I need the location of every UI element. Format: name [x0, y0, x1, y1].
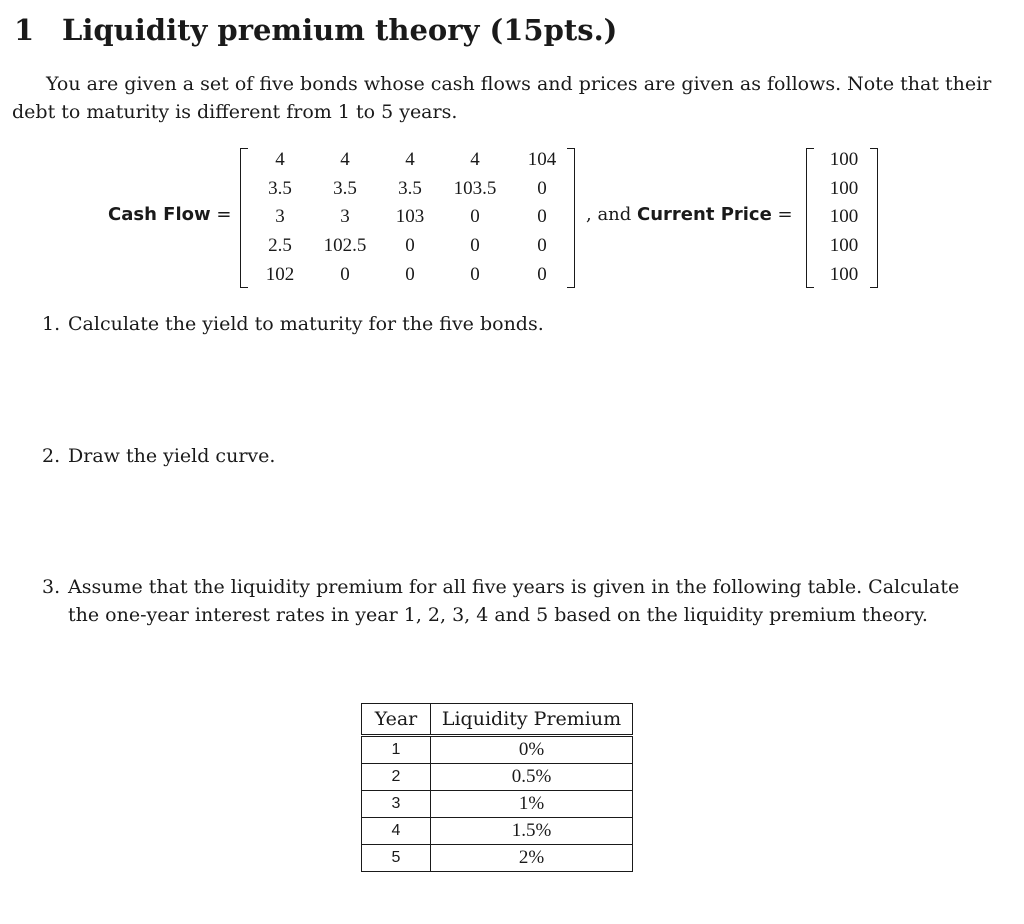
section-title: Liquidity premium theory (15pts.) [62, 13, 618, 47]
matrix-cell: 0 [405, 235, 415, 257]
section-heading [14, 12, 617, 48]
question-text: Assume that the liquidity premium for all five years is given in the following table. Calculate the one-year interest rates in year 1, 2, 3, 4 and 5 based on the liquidity premium theory. [68, 576, 960, 626]
vector-row [818, 260, 870, 289]
matrix-cell: 0 [470, 235, 480, 257]
matrix-row [247, 175, 577, 204]
connector-text: , and [586, 204, 638, 225]
question-number: 3. [42, 576, 61, 598]
intro-paragraph: You are given a set of five bonds whose cash flows and prices are given as follows. Note that their debt to maturity is different from 1 to 5 years. [12, 73, 992, 123]
matrix-row [247, 146, 577, 175]
matrix-cell: 102.5 [323, 235, 367, 257]
question-text: Draw the yield curve. [68, 445, 276, 467]
matrix-cell: 0 [470, 263, 480, 285]
premium-cell: 1.5% [431, 818, 633, 845]
matrix-cell: 0 [537, 177, 547, 199]
current-price-label [586, 202, 793, 228]
price-vector [818, 146, 870, 289]
matrix-cell: 103 [395, 206, 425, 228]
matrix-cell: 0 [537, 206, 547, 228]
premium-cell: 2% [431, 845, 633, 872]
matrix-cell: 4 [340, 149, 350, 171]
bond-equation [0, 146, 1024, 292]
matrix-cell: 0 [537, 263, 547, 285]
vector-row [818, 146, 870, 175]
matrix-cell: 0 [470, 206, 480, 228]
matrix-cell: 3.5 [268, 177, 292, 199]
price-right-bracket [870, 148, 878, 288]
matrix-cell: 3.5 [333, 177, 357, 199]
vector-cell: 100 [829, 235, 859, 257]
question-3 [42, 573, 992, 629]
matrix-cell: 3 [275, 206, 285, 228]
matrix-cell: 0 [537, 235, 547, 257]
vector-cell: 100 [829, 177, 859, 199]
premium-cell: 0.5% [431, 764, 633, 791]
cash-flow-right-bracket [567, 148, 575, 288]
year-cell: 3 [362, 791, 431, 818]
question-number: 2. [42, 445, 61, 467]
vector-row [818, 232, 870, 261]
year-cell: 2 [362, 764, 431, 791]
cash-flow-label [108, 202, 231, 228]
cash-flow-label-text: Cash Flow [108, 204, 211, 225]
header-year: Year [362, 704, 431, 736]
table-row [362, 736, 633, 764]
question-2 [42, 442, 992, 470]
year-cell: 1 [362, 736, 431, 764]
cash-flow-matrix [247, 146, 577, 289]
vector-row [818, 175, 870, 204]
matrix-row [247, 203, 577, 232]
equals-sign: = [216, 204, 232, 225]
vector-cell: 100 [829, 263, 859, 285]
matrix-cell: 0 [405, 263, 415, 285]
current-price-label-text: Current Price [637, 204, 772, 225]
header-liquidity-premium: Liquidity Premium [431, 704, 633, 736]
question-1 [42, 310, 992, 338]
matrix-cell: 0 [340, 263, 350, 285]
vector-cell: 100 [829, 149, 859, 171]
year-cell: 5 [362, 845, 431, 872]
price-left-bracket [806, 148, 814, 288]
question-number: 1. [42, 313, 61, 335]
table-row [362, 764, 633, 791]
table-row [362, 818, 633, 845]
matrix-cell: 4 [470, 149, 480, 171]
matrix-cell: 3 [340, 206, 350, 228]
matrix-cell: 2.5 [268, 235, 292, 257]
premium-cell: 0% [431, 736, 633, 764]
premium-cell: 1% [431, 791, 633, 818]
section-number: 1 [14, 13, 35, 47]
table-row [362, 791, 633, 818]
vector-cell: 100 [829, 206, 859, 228]
matrix-row [247, 260, 577, 289]
matrix-cell: 104 [527, 149, 557, 171]
matrix-cell: 4 [275, 149, 285, 171]
year-cell: 4 [362, 818, 431, 845]
question-text: Calculate the yield to maturity for the five bonds. [68, 313, 544, 335]
equals-sign: = [777, 204, 793, 225]
matrix-cell: 102 [265, 263, 295, 285]
vector-row [818, 203, 870, 232]
matrix-cell: 3.5 [398, 177, 422, 199]
table-row [362, 845, 633, 872]
matrix-row [247, 232, 577, 261]
matrix-cell: 103.5 [453, 177, 497, 199]
matrix-cell: 4 [405, 149, 415, 171]
liquidity-premium-table [361, 703, 633, 872]
